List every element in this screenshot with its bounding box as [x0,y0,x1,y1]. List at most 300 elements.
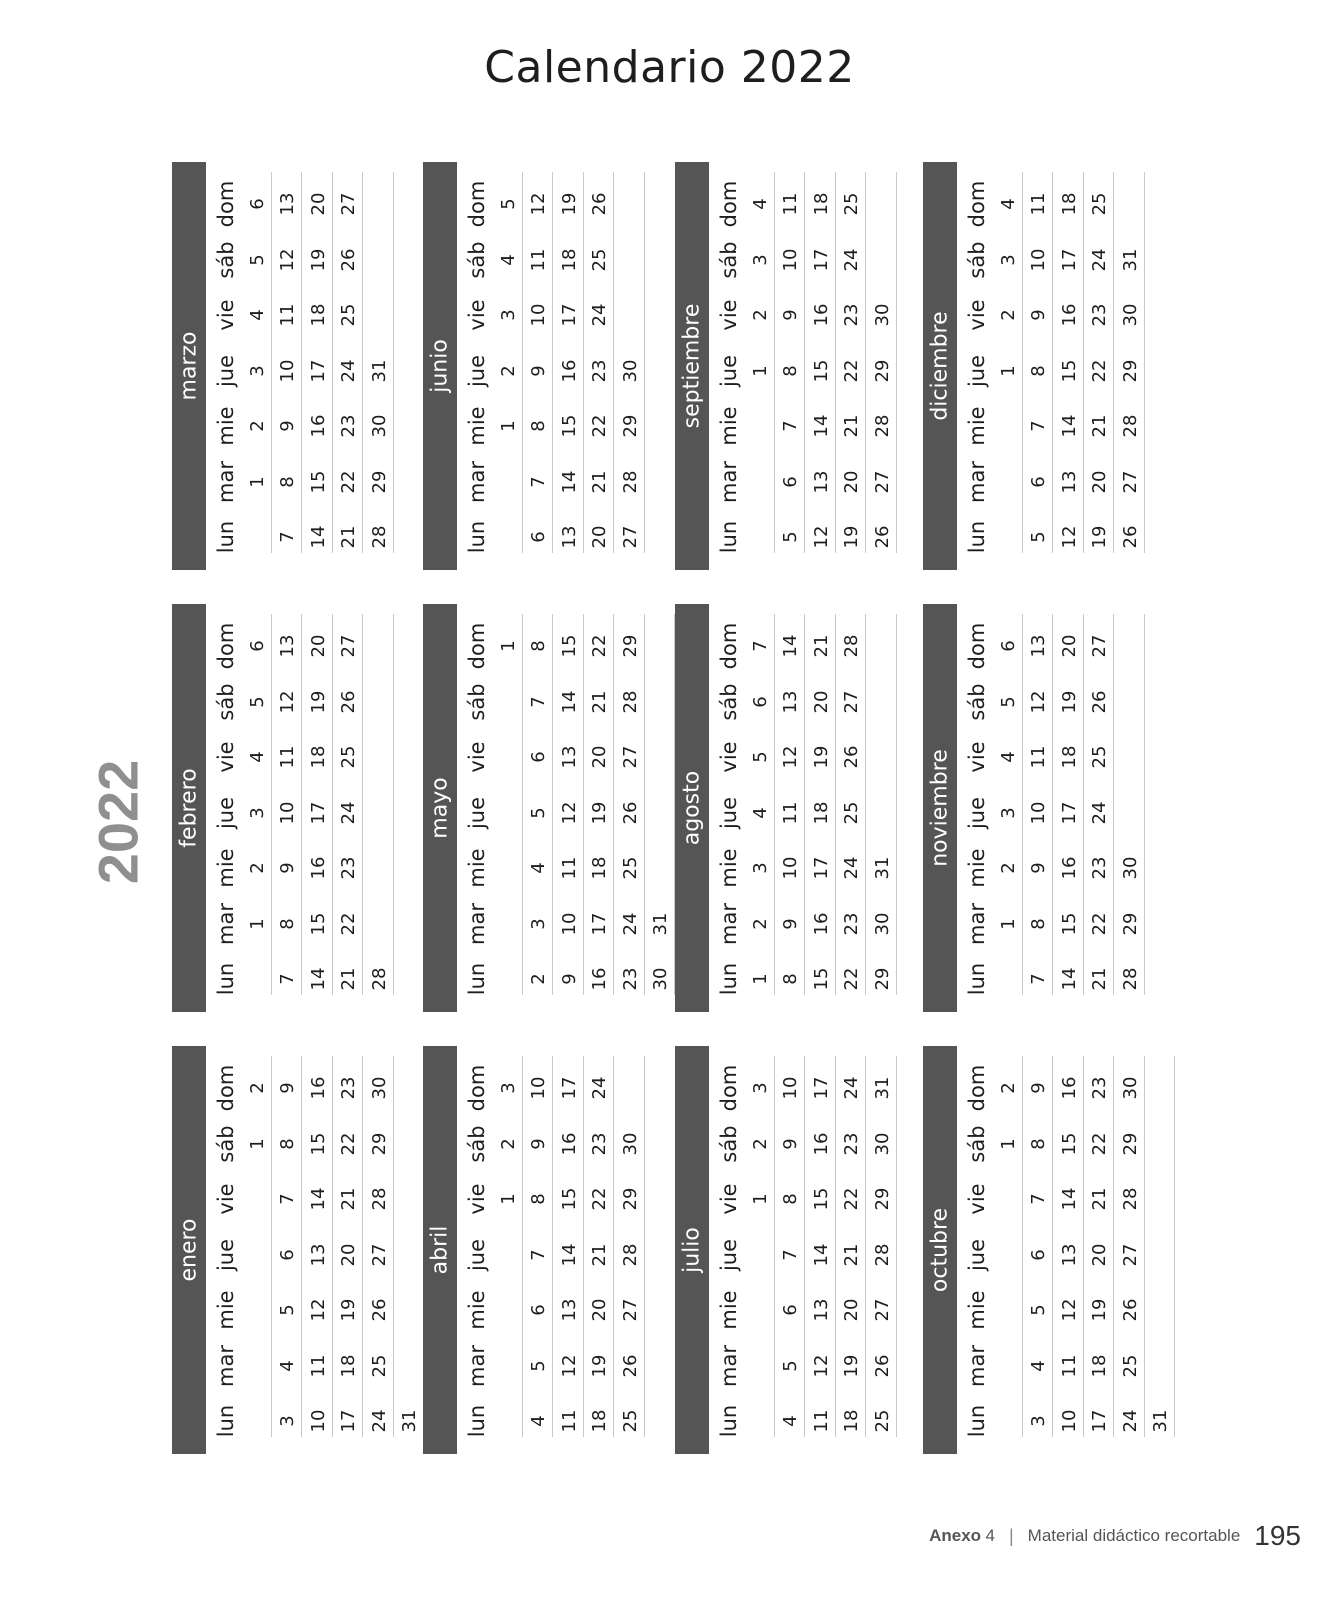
day-cell: 6 [527,1304,549,1316]
day-cell: 5 [779,531,801,543]
day-cell: 1 [246,475,267,488]
day-cell: 13 [276,634,298,658]
weekday-label: lun [465,520,489,554]
day-cell: 29 [619,1187,640,1211]
day-cell: 31 [1119,248,1140,271]
weekday-label: vie [965,1183,989,1215]
day-cell: 26 [337,248,359,271]
day-cell: 14 [558,690,579,713]
month-junio [423,162,640,570]
month-name: mayo [427,777,453,839]
day-cell: 27 [871,470,892,493]
day-cell: 11 [527,248,549,271]
weekday-label: mar [214,1344,238,1387]
weekday-label: vie [214,299,238,331]
month-header-band [423,162,457,570]
weekday-label: sáb [965,240,989,279]
day-cell: 12 [779,745,801,769]
week-divider [362,614,363,995]
day-cell: 5 [527,1359,549,1372]
year-label: 2022 [86,759,150,885]
day-cell: 5 [497,198,518,210]
weekday-label: lun [214,962,238,996]
day-cell: 18 [588,856,610,880]
day-cell: 13 [558,745,579,769]
week-divider [1113,614,1114,995]
day-cell: 29 [619,414,640,438]
weekday-label: vie [214,1183,238,1215]
footer-annex-label: Anexo [929,1526,982,1545]
day-cell: 24 [368,1409,389,1433]
day-cell: 14 [779,634,801,658]
month-name: enero [176,1218,202,1282]
weekday-label: mie [717,1290,741,1330]
day-cell: 9 [527,1137,549,1150]
day-cell: 14 [307,525,328,549]
week-divider [865,1056,866,1437]
day-cell: 7 [1027,973,1049,985]
page-footer [929,1520,1301,1552]
week-divider [552,172,553,553]
day-cell: 30 [871,912,892,935]
day-cell: 21 [1088,414,1110,438]
day-cell: 8 [527,640,549,652]
day-cell: 15 [810,359,831,382]
month-header-band [923,1046,957,1454]
month-header-band [675,1046,709,1454]
day-cell: 5 [246,695,267,708]
day-cell: 21 [1088,967,1110,991]
week-divider [865,172,866,553]
day-cell: 19 [1088,525,1110,549]
day-cell: 25 [619,1409,640,1433]
week-divider [1052,1056,1053,1437]
day-cell: 8 [527,420,549,432]
day-cell: 30 [649,967,671,991]
day-cell: 11 [276,303,298,327]
day-cell: 20 [588,1298,610,1322]
day-cell: 19 [337,1298,359,1322]
weekday-label: mar [965,460,989,503]
day-cell: 23 [588,359,610,382]
day-cell: 30 [1119,856,1140,880]
weekday-label: vie [465,299,489,331]
day-cell: 1 [749,973,770,985]
day-cell: 24 [1119,1409,1140,1433]
weekday-label: vie [465,741,489,773]
day-cell: 21 [840,414,862,438]
week-divider [552,1056,553,1437]
weekday-label: sáb [717,240,741,279]
weekday-label: jue [965,354,989,387]
day-cell: 21 [1088,1187,1110,1211]
day-cell: 15 [307,1132,328,1155]
day-cell: 11 [558,1409,579,1433]
day-cell: 7 [527,1248,549,1261]
day-cell: 3 [246,806,267,819]
day-cell: 24 [588,1076,610,1100]
day-cell: 7 [779,1248,801,1261]
day-cell: 21 [840,1243,862,1266]
day-cell: 26 [588,192,610,216]
day-cell: 30 [619,359,640,382]
day-cell: 1 [997,1137,1018,1150]
week-divider [301,614,302,995]
weekday-label: vie [465,1183,489,1215]
day-cell: 4 [997,751,1018,763]
day-cell: 24 [1088,248,1110,271]
day-cell: 30 [368,414,389,438]
weekday-label: mar [717,1344,741,1387]
day-cell: 25 [840,192,862,216]
day-cell: 16 [810,1132,831,1155]
day-cell: 5 [1027,1304,1049,1316]
week-divider [613,172,614,553]
day-cell: 9 [527,364,549,377]
weekday-label: sáb [965,682,989,721]
day-cell: 20 [307,192,328,216]
day-cell: 28 [871,1243,892,1266]
day-cell: 18 [558,248,579,271]
weekday-label: jue [465,1238,489,1271]
day-cell: 20 [1058,634,1079,658]
weekday-label: mie [965,848,989,888]
day-cell: 28 [1119,414,1140,438]
day-cell: 13 [1058,470,1079,493]
month-header-band [923,604,957,1012]
day-cell: 23 [840,1132,862,1155]
day-cell: 12 [1058,525,1079,549]
day-cell: 2 [749,1137,770,1150]
day-cell: 19 [1058,690,1079,713]
day-cell: 31 [368,359,389,382]
day-cell: 26 [337,690,359,713]
day-cell: 15 [558,634,579,658]
day-cell: 18 [810,801,831,824]
day-cell: 10 [779,248,801,271]
day-cell: 15 [307,470,328,493]
week-divider [522,1056,523,1437]
month-julio [675,1046,892,1454]
day-cell: 5 [779,1359,801,1372]
day-cell: 5 [749,751,770,763]
day-cell: 9 [1027,309,1049,321]
day-cell: 10 [1027,248,1049,271]
day-cell: 3 [497,309,518,321]
day-cell: 14 [307,1187,328,1211]
day-cell: 31 [871,1076,892,1100]
day-cell: 23 [619,967,640,991]
day-cell: 14 [810,1243,831,1266]
month-header-band [423,604,457,1012]
week-divider [804,172,805,553]
weekday-label: dom [465,180,489,228]
weekday-label: mar [717,902,741,945]
week-divider [865,614,866,995]
day-cell: 4 [246,309,267,321]
day-cell: 14 [558,470,579,493]
day-cell: 8 [779,364,801,377]
day-cell: 12 [558,801,579,824]
week-divider [613,614,614,995]
day-cell: 10 [307,1409,328,1433]
day-cell: 23 [1088,856,1110,880]
day-cell: 24 [588,303,610,327]
day-cell: 1 [246,917,267,930]
day-cell: 4 [997,198,1018,210]
day-cell: 28 [1119,1187,1140,1211]
day-cell: 25 [619,856,640,880]
day-cell: 18 [810,192,831,216]
day-cell: 7 [276,1193,298,1205]
day-cell: 21 [337,525,359,549]
day-cell: 27 [1088,634,1110,658]
week-divider [1113,172,1114,553]
weekday-label: jue [717,1238,741,1271]
day-cell: 20 [840,1298,862,1322]
day-cell: 27 [840,690,862,713]
day-cell: 30 [368,1076,389,1100]
day-cell: 29 [871,1187,892,1211]
day-cell: 23 [840,303,862,327]
day-cell: 12 [810,1354,831,1377]
day-cell: 23 [337,1076,359,1100]
day-cell: 19 [810,745,831,769]
day-cell: 9 [276,420,298,432]
month-header-band [923,162,957,570]
day-cell: 21 [337,1187,359,1211]
day-cell: 18 [840,1409,862,1433]
day-cell: 12 [527,192,549,216]
day-cell: 18 [307,303,328,327]
day-cell: 17 [1058,801,1079,824]
day-cell: 27 [619,525,640,549]
page-number: 195 [1254,1520,1301,1551]
day-cell: 6 [779,475,801,488]
day-cell: 26 [1119,525,1140,549]
day-cell: 22 [1088,359,1110,382]
weekday-label: lun [965,1404,989,1438]
day-cell: 2 [497,1137,518,1150]
day-cell: 14 [307,967,328,991]
day-cell: 16 [1058,856,1079,880]
day-cell: 27 [337,192,359,216]
day-cell: 12 [276,690,298,713]
day-cell: 6 [779,1304,801,1316]
day-cell: 19 [840,1354,862,1377]
day-cell: 25 [1088,192,1110,216]
weekday-label: sáb [465,682,489,721]
day-cell: 11 [810,1409,831,1433]
day-cell: 15 [810,967,831,991]
day-cell: 3 [527,917,549,930]
day-cell: 22 [588,1187,610,1211]
day-cell: 25 [588,248,610,271]
month-name: abril [427,1225,453,1275]
weekday-label: mar [965,1344,989,1387]
weekday-label: mar [214,460,238,503]
day-cell: 24 [840,248,862,271]
weekday-label: jue [214,796,238,829]
day-cell: 17 [810,1076,831,1100]
day-cell: 28 [619,470,640,493]
day-cell: 18 [1058,745,1079,769]
week-divider [613,1056,614,1437]
day-cell: 22 [588,414,610,438]
weekday-label: lun [214,1404,238,1438]
week-divider [1022,1056,1023,1437]
week-divider [362,1056,363,1437]
day-cell: 12 [1058,1298,1079,1322]
day-cell: 7 [276,531,298,543]
weekday-label: mie [214,848,238,888]
day-cell: 19 [840,525,862,549]
day-cell: 24 [1088,801,1110,824]
day-cell: 11 [307,1354,328,1377]
day-cell: 8 [1027,364,1049,377]
day-cell: 23 [1088,1076,1110,1100]
day-cell: 24 [840,856,862,880]
day-cell: 13 [276,192,298,216]
day-cell: 1 [246,1137,267,1150]
day-cell: 28 [1119,967,1140,991]
day-cell: 23 [840,912,862,935]
day-cell: 3 [246,364,267,377]
day-cell: 1 [997,364,1018,377]
day-cell: 6 [276,1248,298,1261]
day-cell: 22 [840,967,862,991]
day-cell: 2 [527,973,549,985]
day-cell: 7 [749,640,770,652]
day-cell: 4 [276,1359,298,1372]
day-cell: 28 [368,967,389,991]
day-cell: 15 [1058,912,1079,935]
day-cell: 7 [1027,1193,1049,1205]
month-octubre [923,1046,1171,1454]
day-cell: 9 [779,1137,801,1150]
day-cell: 2 [997,862,1018,874]
day-cell: 19 [307,690,328,713]
month-name: agosto [679,770,705,846]
day-cell: 14 [558,1243,579,1266]
weekday-label: jue [214,354,238,387]
day-cell: 10 [779,1076,801,1100]
day-cell: 31 [398,1409,420,1433]
day-cell: 19 [558,192,579,216]
weekday-label: mar [214,902,238,945]
day-cell: 3 [497,1082,518,1094]
day-cell: 15 [810,1187,831,1211]
weekday-label: jue [965,796,989,829]
day-cell: 14 [810,414,831,438]
day-cell: 17 [307,801,328,824]
week-divider [804,614,805,995]
day-cell: 29 [871,359,892,382]
day-cell: 11 [558,856,579,880]
month-name: julio [679,1227,705,1273]
day-cell: 13 [307,1243,328,1266]
month-mayo [423,604,671,1012]
day-cell: 16 [1058,1076,1079,1100]
day-cell: 9 [276,862,298,874]
footer-section: Material didáctico recortable [1027,1526,1241,1545]
day-cell: 7 [527,475,549,488]
day-cell: 28 [368,525,389,549]
day-cell: 24 [337,359,359,382]
day-cell: 6 [527,531,549,543]
weekday-label: vie [717,299,741,331]
day-cell: 11 [1027,192,1049,216]
day-cell: 17 [810,248,831,271]
weekday-label: mar [465,460,489,503]
day-cell: 2 [749,309,770,321]
weekday-label: sáb [214,682,238,721]
day-cell: 17 [1088,1409,1110,1433]
day-cell: 3 [997,806,1018,819]
weekday-label: jue [965,1238,989,1271]
weekday-label: lun [465,962,489,996]
day-cell: 4 [749,806,770,819]
weekday-label: mar [465,902,489,945]
day-cell: 26 [1088,690,1110,713]
weekday-label: dom [717,1064,741,1112]
weekday-label: jue [717,796,741,829]
day-cell: 26 [840,745,862,769]
day-cell: 16 [810,303,831,327]
weekday-label: mie [214,406,238,446]
month-header-band [675,604,709,1012]
day-cell: 10 [1058,1409,1079,1433]
day-cell: 2 [997,1082,1018,1094]
day-cell: 15 [558,414,579,438]
weekday-label: sáb [717,682,741,721]
weekday-label: vie [717,1183,741,1215]
day-cell: 19 [588,1354,610,1377]
week-divider [362,172,363,553]
day-cell: 30 [871,1132,892,1155]
day-cell: 21 [810,634,831,658]
day-cell: 4 [527,1415,549,1427]
day-cell: 26 [871,1354,892,1377]
day-cell: 17 [1058,248,1079,271]
day-cell: 28 [871,414,892,438]
weekday-label: mie [965,1290,989,1330]
day-cell: 12 [810,525,831,549]
day-cell: 24 [337,801,359,824]
day-cell: 19 [588,801,610,824]
day-cell: 21 [337,967,359,991]
month-noviembre [923,604,1140,1012]
week-divider [271,1056,272,1437]
month-header-band [172,604,206,1012]
day-cell: 11 [779,192,801,216]
day-cell: 16 [558,359,579,382]
day-cell: 31 [649,912,671,935]
day-cell: 17 [558,303,579,327]
week-divider [301,172,302,553]
day-cell: 28 [840,634,862,658]
weekday-label: mar [965,902,989,945]
weekday-label: jue [465,354,489,387]
week-divider [1052,614,1053,995]
day-cell: 7 [1027,420,1049,432]
day-cell: 30 [619,1132,640,1155]
day-cell: 3 [1027,1415,1049,1427]
day-cell: 6 [246,640,267,652]
day-cell: 25 [368,1354,389,1377]
day-cell: 13 [558,525,579,549]
day-cell: 25 [871,1409,892,1433]
